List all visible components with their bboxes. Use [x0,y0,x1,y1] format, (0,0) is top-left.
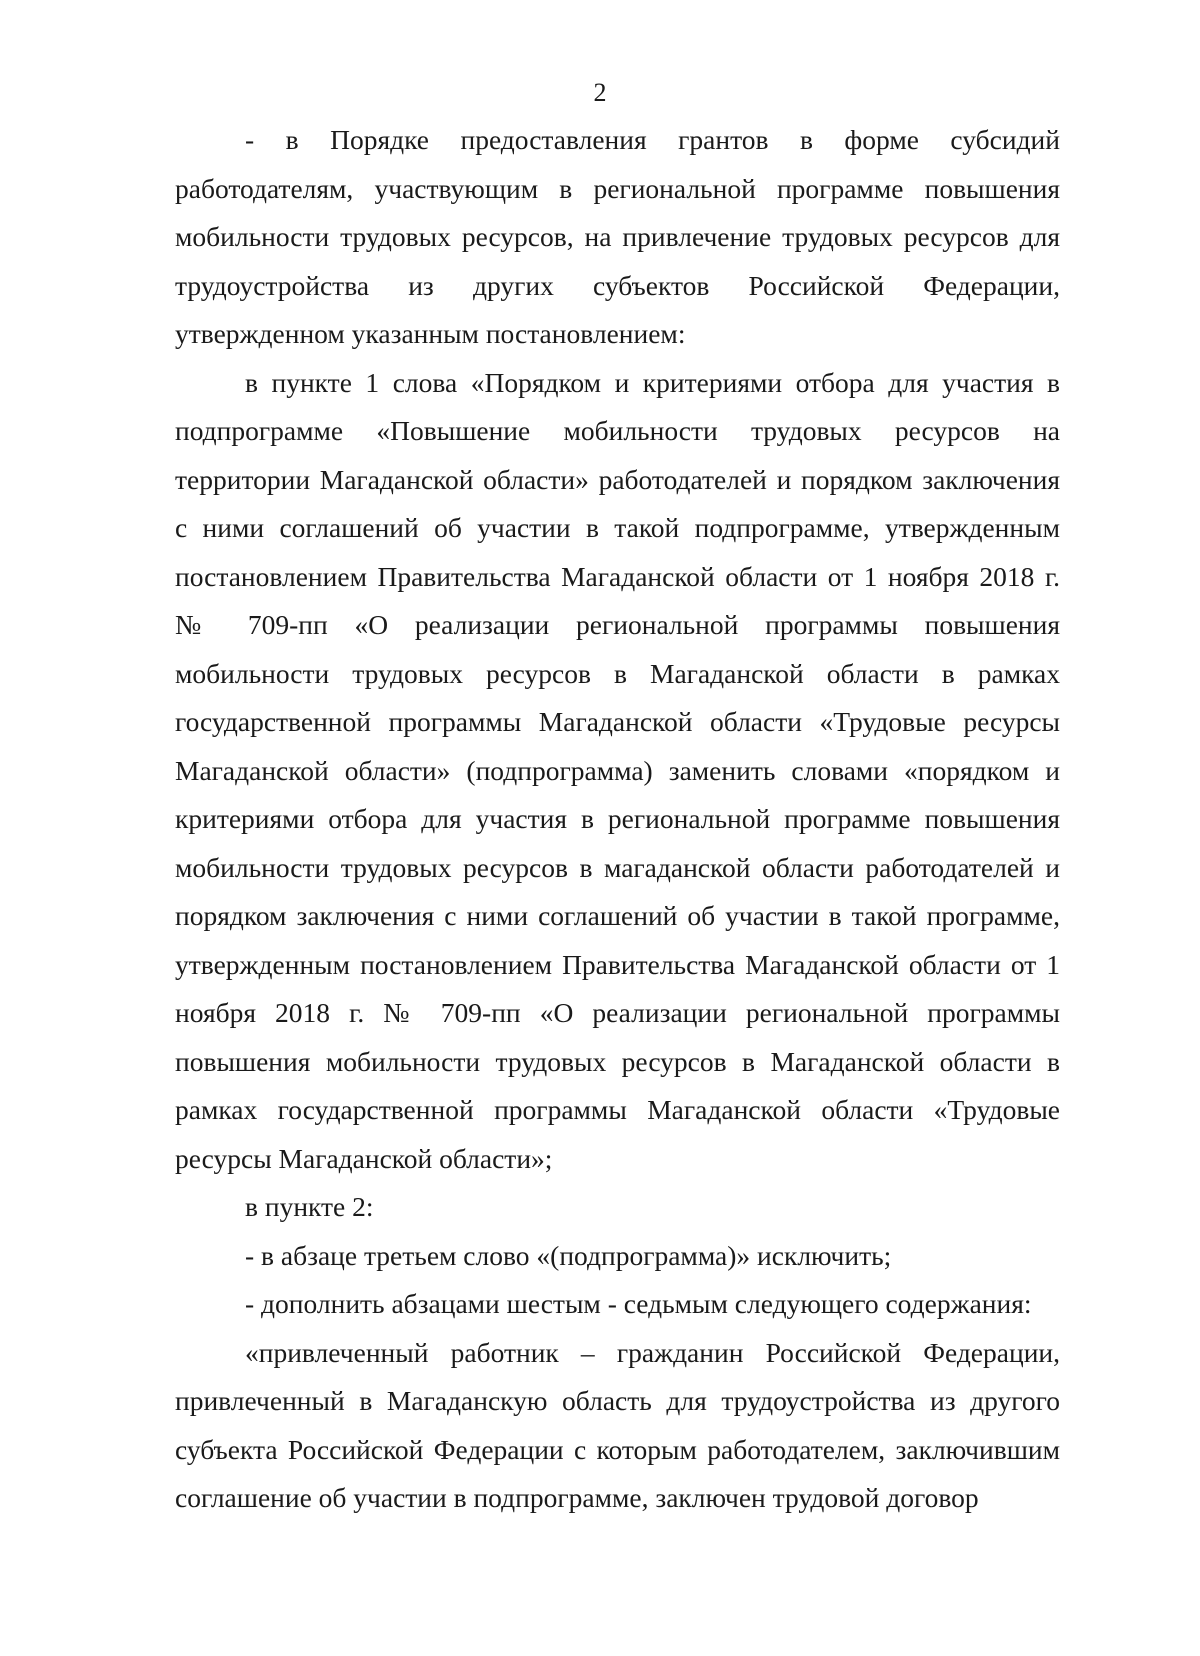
page-number: 2 [593,78,607,107]
paragraph-point-2-heading: в пункте 2: [245,1191,374,1222]
paragraph-grant-procedure: - в Порядке предоставления грантов в форме субсидий работодателям, участвующим в региональной программе повышения мобильности трудовых ресурсов, на привлечение трудовых ресурсов для трудоустройства из других субъектов Российской Федерации, утвержденном указанным постановлением: [175,124,1060,349]
document-body [175,116,1060,1523]
paragraph-point-2-item-add: - дополнить абзацами шестым - седьмым следующего содержания: [245,1288,1032,1319]
paragraph-attracted-worker-definition: «привлеченный работник – гражданин Российской Федерации, привлеченный в Магаданскую область для трудоустройства из другого субъекта Российской Федерации с которым работодателем, заключившим соглашение об участии в подпрограмме, заключен трудовой договор [175,1336,1060,1513]
paragraph-point-2-item-exclude: - в абзаце третьем слово «(подпрограмма)» исключить; [245,1239,892,1271]
paragraph-point-1-amendment: в пункте 1 слова «Порядком и критериями отбора для участия в подпрограмме «Повышение мобильности трудовых ресурсов на территории Магаданской области» работодателей и порядком заключения с ними соглашений об участии в такой подпрограмме, утвержденным постановлением Правительства Магаданской области от 1 ноября 2018 г. № 709-пп «О реализации региональной программы повышения мобильности трудовых ресурсов в Магаданской области в рамках государственной программы Магаданской области «Трудовые ресурсы Магаданской области» (подпрограмма) заменить словами «порядком и критериями отбора для участия в региональной программе повышения мобильности трудовых ресурсов в магаданской области работодателей и порядком заключения с ними соглашений об участии в такой программе, утвержденным постановлением Правительства Магаданской области от 1 ноября 2018 г. № 709-пп «О реализации региональной программы повышения мобильности трудовых ресурсов в Магаданской области в рамках государственной программы Магаданской области «Трудовые ресурсы Магаданской области»; [175,366,1060,1174]
